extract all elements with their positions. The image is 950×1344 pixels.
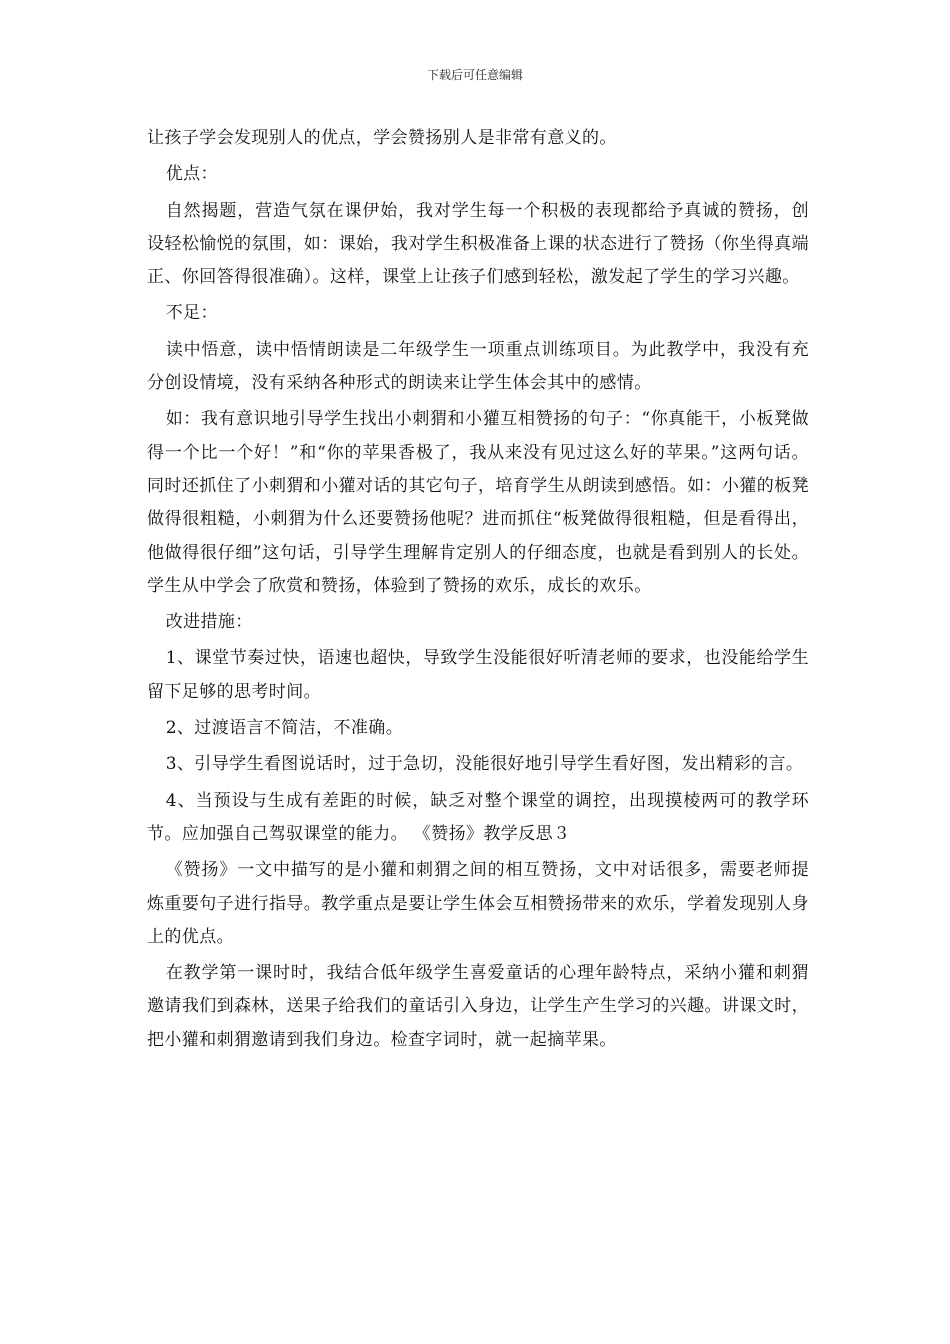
page-header: 下载后可任意编辑 <box>426 68 523 82</box>
improvement-item-1: 1、课堂节奏过快，语速也超快，导致学生没能很好听清老师的要求，也没能给学生留下足够的思考时间。 <box>147 648 809 702</box>
improvement-item-3: 3、引导学生看图说话时，过于急切，没能很好地引导学生看好图，发出精彩的言。 <box>165 754 804 775</box>
paragraph-reflection-3-intro: 《赞扬》一文中描写的是小獾和刺猬之间的相互赞扬，文中对话很多，需要老师提炼重要句子进行指导。教学重点是要让学生体会互相赞扬带来的欢乐，学着发现别人身上的优点。 <box>147 860 809 947</box>
improvement-item-4: 4、当预设与生成有差距的时候，缺乏对整个课堂的调控，出现摸棱两可的教学环节。应加强自己驾驭课堂的能力。 《赞扬》教学反思３ <box>147 790 809 844</box>
improvement-item-2: 2、过渡语言不简洁，不准确。 <box>165 718 404 739</box>
heading-advantages: 优点： <box>165 164 218 185</box>
paragraph-continuation: 让孩子学会发现别人的优点，学会赞扬别人是非常有意义的。 <box>147 128 617 148</box>
paragraph-shortcomings: 读中悟意，读中悟情朗读是二年级学生一项重点训练项目。为此教学中，我没有充分创设情境，没有采纳各种形式的朗读来让学生体会其中的感情。 <box>147 339 809 394</box>
document-body <box>147 122 809 1057</box>
paragraph-reflection-3-teaching: 在教学第一课时时，我结合低年级学生喜爱童话的心理年龄特点，采纳小獾和刺猬邀请我们到森林，送果子给我们的童话引入身边，让学生产生学习的兴趣。讲课文时，把小獾和刺猬邀请到我们身边。检查字词时，就一起摘苹果。 <box>147 963 809 1050</box>
paragraph-advantages: 自然揭题，营造气氛在课伊始，我对学生每一个积极的表现都给予真诚的赞扬，创设轻松愉悦的氛围，如：课始，我对学生积极准备上课的状态进行了赞扬（你坐得真端正、你回答得很准确）。这样，课堂上让孩子们感到轻松，激发起了学生的学习兴趣。 <box>147 200 809 288</box>
heading-improvements: 改进措施： <box>165 612 253 633</box>
heading-shortcomings: 不足： <box>165 303 218 324</box>
paragraph-example: 如：我有意识地引导学生找出小刺猬和小獾互相赞扬的句子：“你真能干，小板凳做得一个比一个好！”和“你的苹果香极了，我从来没有见过这么好的苹果。”这两句话。同时还抓住了小刺猬和小獾对话的其它句子，培育学生从朗读到感悟。如：小獾的板凳做得很粗糙，小刺猬为什么还要赞扬他呢？进而抓住“板凳做得很粗糙，但是看得出，他做得很仔细”这句话，引导学生理解肯定别人的仔细态度，也就是看到别人的长处。学生从中学会了欣赏和赞扬，体验到了赞扬的欢乐，成长的欢乐。 <box>147 409 809 596</box>
